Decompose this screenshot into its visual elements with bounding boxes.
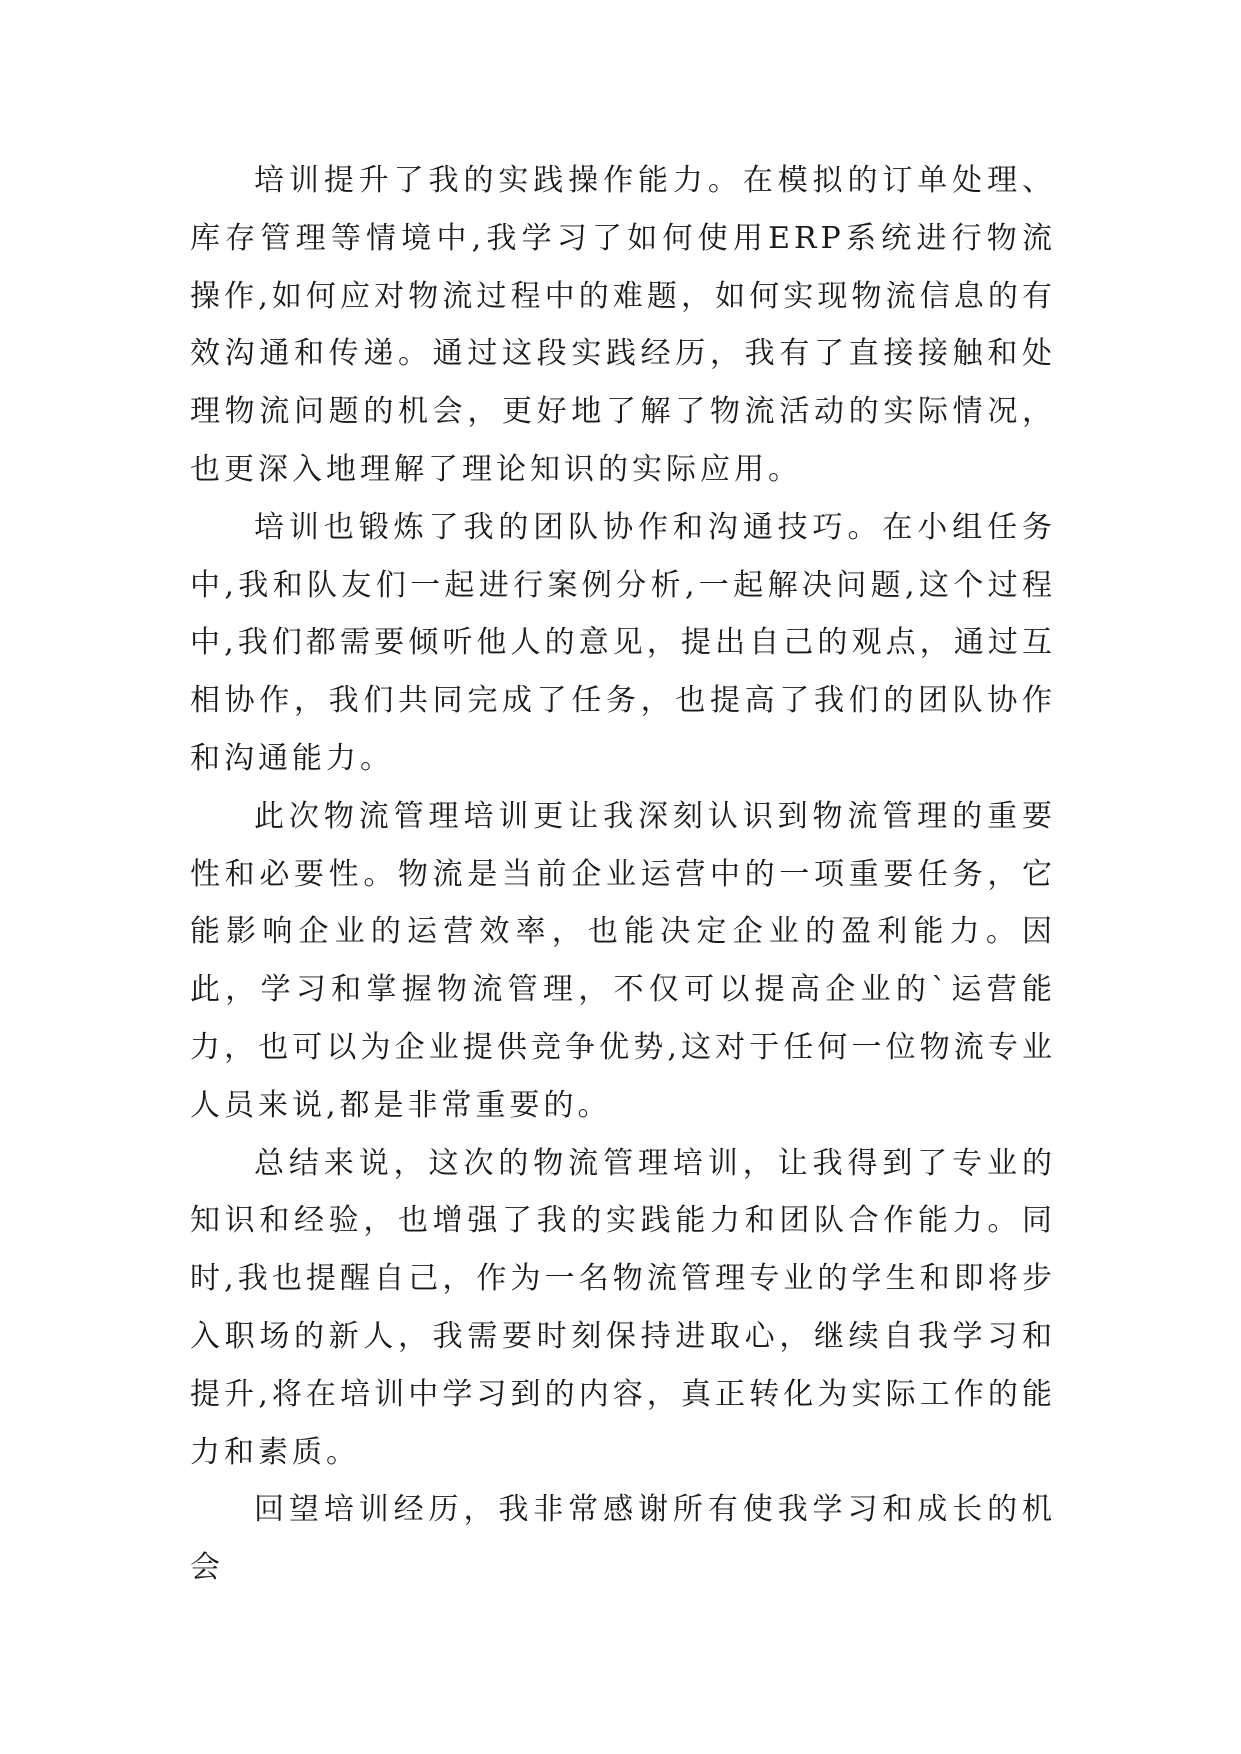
paragraph-practice-ability: 培训提升了我的实践操作能力。在模拟的订单处理、库存管理等情境中,我学习了如何使用ERP系统进行物流操作,如何应对物流过程中的难题，如何实现物流信息的有效沟通和传递。通过这段实践经历，我有了直接接触和处理物流问题的机会，更好地了解了物流活动的实际情况，也更深入地理解了理论知识的实际应用。	[190, 163, 1056, 487]
paragraph-gratitude: 回望培训经历，我非常感谢所有使我学习和成长的机会	[190, 1492, 1056, 1586]
document-body	[190, 152, 1056, 1597]
paragraph-teamwork: 培训也锻炼了我的团队协作和沟通技巧。在小组任务中,我和队友们一起进行案例分析,一起解决问题,这个过程中,我们都需要倾听他人的意见，提出自己的观点，通过互相协作，我们共同完成了任务，也提高了我们的团队协作和沟通能力。	[190, 509, 1056, 776]
paragraph-importance: 此次物流管理培训更让我深刻认识到物流管理的重要性和必要性。物流是当前企业运营中的一项重要任务，它能影响企业的运营效率，也能决定企业的盈利能力。因此，学习和掌握物流管理，不仅可以提高企业的`运营能力，也可以为企业提供竞争优势,这对于任何一位物流专业人员来说,都是非常重要的。	[190, 798, 1056, 1123]
paragraph-summary: 总结来说，这次的物流管理培训，让我得到了专业的知识和经验，也增强了我的实践能力和团队合作能力。同时,我也提醒自己，作为一名物流管理专业的学生和即将步入职场的新人，我需要时刻保持进取心，继续自我学习和提升,将在培训中学习到的内容，真正转化为实际工作的能力和素质。	[190, 1145, 1056, 1470]
